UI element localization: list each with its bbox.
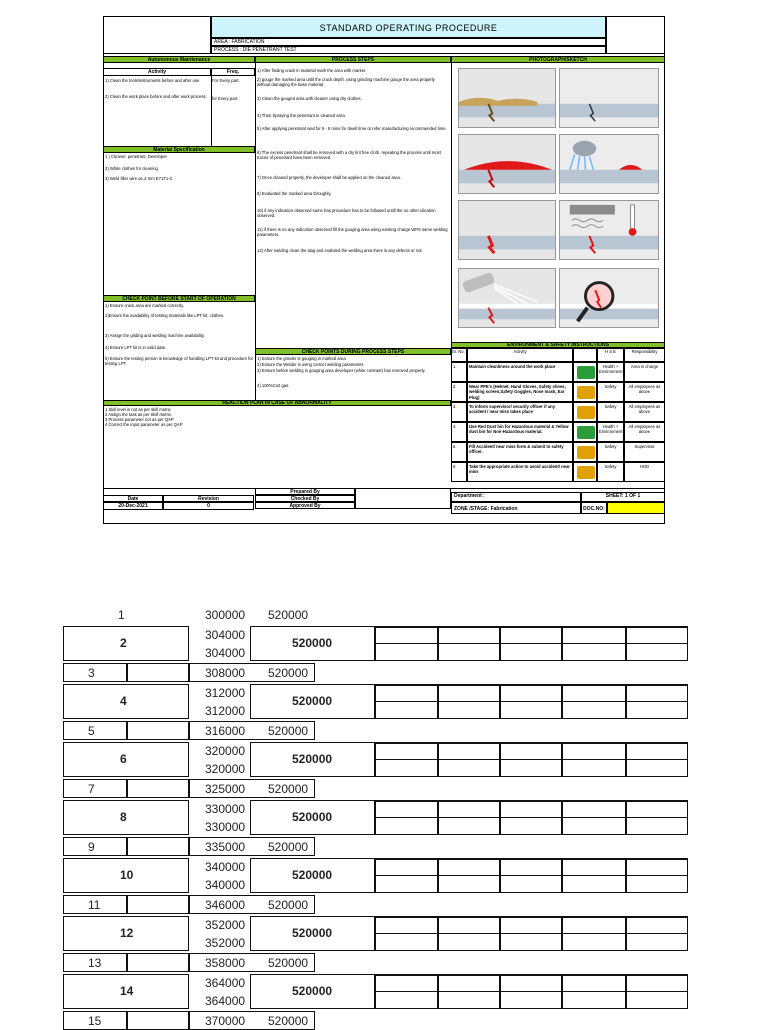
checkpoint-before-5: 5) Ensure the testing person is knowledge of handling LPT kit and procedure for testing LPT	[105, 356, 253, 367]
sheet-value-b: 520000	[268, 666, 309, 680]
revision-value: 0	[163, 502, 254, 510]
sheet-value-a1: 304000	[205, 628, 246, 642]
sheet-value-a2: 312000	[205, 704, 246, 718]
process-step-7: 7) Once cleaned properly, the developer shall be applied on the cleaned area.	[257, 175, 402, 180]
sheet-value-b: 520000	[292, 868, 333, 882]
sheet-grid-cell	[438, 916, 500, 934]
sheet-value-b: 520000	[292, 752, 333, 766]
sheet-grid-cell	[562, 858, 626, 876]
env-row-no: 5.	[451, 442, 467, 462]
sheet-grid-line	[376, 626, 688, 628]
sheet-value-b: 520000	[268, 782, 309, 796]
sheet-grid-cell	[438, 858, 500, 876]
material-spec-header: Material Specification	[103, 146, 255, 153]
photo-inspection-magnifier	[559, 268, 659, 328]
sheet-grid-cell	[438, 933, 500, 951]
zone-stage-label: ZONE /STAGE: Fabrication	[451, 502, 581, 514]
process-steps-header: PROCESS STEPS	[255, 56, 451, 63]
spreadsheet	[0, 600, 768, 1028]
sheet-value-a: 300000	[205, 608, 246, 622]
sheet-grid-line	[376, 858, 688, 860]
sheet-grid-cell	[562, 626, 626, 644]
sheet-grid-cell	[626, 991, 688, 1009]
process-step-1: 1) After finding crack in material mark the area with marker.	[257, 68, 367, 73]
env-row-activity: To inform supervisor/ security officer if any accident / near miss takes place	[467, 402, 573, 422]
reaction-item-1: 1 Skill level is not as per skill metrix	[105, 407, 171, 412]
process-step-10: 10) if any indication observed same has procedure has to be followed untill the no other idication observed.	[257, 208, 436, 219]
sheet-grid-cell	[626, 626, 688, 644]
checkpoint-during-2: 2) Ensure the Welder is using correct welding parameters	[257, 362, 364, 367]
env-row-responsibility: Area in charge	[624, 362, 665, 382]
sheet-row-number: 7	[88, 782, 95, 796]
doc-no-value[interactable]	[607, 502, 665, 514]
sheet-value-a: 335000	[205, 840, 246, 854]
sheet-value-b: 520000	[268, 898, 309, 912]
autonomous-activity-1: 1) Clean the tools/instruments before and after use	[105, 78, 200, 83]
env-row-responsibility: All employees as above	[624, 382, 665, 402]
freq-divider	[211, 68, 212, 146]
sheet-grid-cell	[438, 626, 500, 644]
env-row-safety-icons	[573, 442, 597, 462]
process-label: PROCESS : DIE PENETRANT TEST	[211, 46, 606, 54]
sheet-row-number: 8	[120, 810, 127, 824]
sheet-value-a1: 312000	[205, 686, 246, 700]
env-row-hse: Safety	[597, 462, 624, 482]
sheet-value-b: 520000	[292, 636, 333, 650]
sheet-value-a2: 352000	[205, 936, 246, 950]
signature-box	[355, 488, 451, 509]
sheet-grid-cell	[374, 933, 438, 951]
sheet-value-a: 346000	[205, 898, 246, 912]
sheet-grid-cell	[500, 858, 562, 876]
autonomous-freq-1: For Every part.	[212, 78, 240, 83]
sheet-grid-cell	[438, 875, 500, 893]
sheet-grid-cell	[626, 875, 688, 893]
safety-sign-icon	[577, 366, 595, 379]
sheet-divider	[126, 663, 128, 682]
sheet-grid-cell	[500, 626, 562, 644]
process-step-2: 2) gouge the marked area until the crack depth. using grinding machine gouge the area properly without damaging the base material	[257, 77, 435, 88]
material-item-3: 3) Weld filler wire ø1.2 mm E71T1-C	[105, 176, 173, 181]
env-row-activity: Use Red Dust bin for Hazardous material & Yellow dust bin for Non-Hazardous material.	[467, 422, 573, 442]
sheet-row-number: 6	[120, 752, 127, 766]
sheet-grid-cell	[438, 817, 500, 835]
sheet-grid-line	[376, 800, 688, 802]
sheet-grid-cell	[438, 800, 500, 818]
reaction-item-4: 4 Correct the input parameter as per QAP	[105, 422, 183, 427]
sheet-grid-cell	[562, 701, 626, 719]
env-row-safety-icons	[573, 402, 597, 422]
process-step-5: 5) After applying penetrant wait for 5 - 8 mins for dwell time or refer manufacturing recommended time.	[257, 126, 447, 131]
sheet-grid-line	[376, 742, 688, 744]
env-row-responsibility: All employees as above	[624, 402, 665, 422]
sheet-grid-cell	[626, 742, 688, 760]
sheet-value-b: 520000	[292, 926, 333, 940]
sheet-divider	[126, 779, 128, 798]
prepared-by: Prepared By	[255, 488, 355, 495]
sheet-row-number: 1	[118, 608, 125, 622]
checkpoint-before-3: 3) Assign the griding and welding machine availability.	[105, 333, 205, 338]
photo-spray-cleaning	[559, 134, 659, 194]
sheet-grid-cell	[562, 991, 626, 1009]
sheet-value-a1: 340000	[205, 860, 246, 874]
sheet-grid-cell	[500, 684, 562, 702]
sheet-value-b: 520000	[292, 810, 333, 824]
sheet-value-a: 370000	[205, 1014, 246, 1028]
sheet-value-a: 308000	[205, 666, 246, 680]
process-step-4: 4) Then Spraying the penetrant in cleaned area.	[257, 113, 346, 118]
sheet-row-number: 2	[120, 636, 127, 650]
env-col-srno: Sr. No.	[451, 348, 467, 362]
logo-area	[103, 16, 211, 54]
sheet-value-a1: 352000	[205, 918, 246, 932]
env-row-no: 2.	[451, 382, 467, 402]
sheet-grid-cell	[626, 858, 688, 876]
sheet-grid-cell	[438, 991, 500, 1009]
sheet-value-a2: 304000	[205, 646, 246, 660]
env-row-no: 6.	[451, 462, 467, 482]
env-row-activity: Wear PPE's (Helmet, Hand Gloves, Safety shoes, welding screen,Safety Goggles, Nose mask, Ear Plug)	[467, 382, 573, 402]
sheet-row-number: 4	[120, 694, 127, 708]
sheet-grid-cell	[438, 684, 500, 702]
sheet-value-a1: 364000	[205, 976, 246, 990]
area-label: AREA : FABRICATION	[211, 38, 606, 46]
sop-title: STANDARD OPERATING PROCEDURE	[211, 16, 606, 38]
sheet-value-b: 520000	[292, 694, 333, 708]
checkpoint-before-4: 4) Ensure LPT kit is in valid date.	[105, 345, 167, 350]
sheet-divider	[126, 721, 128, 740]
env-row-safety-icons	[573, 362, 597, 382]
activity-header: Activity	[103, 68, 211, 76]
checkpoint-before-2: 2)Ensure the availability of testing materials like LPT kit, clothes.	[105, 313, 225, 318]
sheet-grid-cell	[438, 974, 500, 992]
checkpoint-before-1: 1) Ensure crack area are marked correctly.	[105, 303, 185, 308]
sheet-grid-cell	[626, 800, 688, 818]
sheet-value-a: 325000	[205, 782, 246, 796]
env-safety-header: ENVIRONMENT & SAFETY INSTRUCTIONS	[451, 342, 665, 348]
sheet-grid-cell	[500, 701, 562, 719]
process-step-11: 11) if there is no any indication observed fill the gouging area using existing charge WPS same welding parameters.	[257, 227, 448, 238]
sheet-grid-cell	[562, 974, 626, 992]
sheet-row-number: 9	[88, 840, 95, 854]
env-row-responsibility: All employees as above	[624, 422, 665, 442]
sheet-grid-cell	[374, 701, 438, 719]
sheet-grid-cell	[374, 991, 438, 1009]
sheet-grid-cell	[562, 875, 626, 893]
material-item-2: 2) White clothes for cleaning	[105, 166, 158, 171]
sheet-grid-cell	[626, 684, 688, 702]
env-col-activity: Activity	[467, 348, 573, 362]
env-row-no: 4.	[451, 422, 467, 442]
material-item-1: 1 ) Cleaner, penetrant, Developer	[105, 154, 167, 159]
sheet-grid-cell	[500, 974, 562, 992]
sheet-grid-cell	[562, 643, 626, 661]
sheet-row-number: 15	[88, 1014, 102, 1028]
sheet-grid-cell	[562, 800, 626, 818]
sheet-grid-cell	[626, 759, 688, 777]
sheet-divider	[126, 837, 128, 856]
sheet-value-b: 520000	[268, 724, 309, 738]
checkpoint-during-4: 4) 100%Co2 gas.	[257, 383, 290, 388]
env-row-activity: Maintain cleanliness around the work place	[467, 362, 573, 382]
env-row-hse: Health + Environment	[597, 422, 624, 442]
checkpoint-during-header: CHECK POINTS DURING PROCESS STEPS	[255, 348, 451, 355]
photo-dwell-heat	[559, 200, 659, 260]
sheet-value-a1: 320000	[205, 744, 246, 758]
env-row-no: 1.	[451, 362, 467, 382]
sheet-divider	[126, 1011, 128, 1030]
sheet-divider	[126, 895, 128, 914]
top-right-box	[606, 16, 665, 54]
reaction-item-3: 3 Process parameter not as per QAP	[105, 417, 174, 422]
sheet-grid-cell	[626, 933, 688, 951]
autonomous-freq-2: for Every part.	[212, 96, 239, 101]
sheet-grid-cell	[626, 701, 688, 719]
sheet-grid-line	[376, 916, 688, 918]
env-col-resp: Responsibility	[624, 348, 665, 362]
sheet-row-number: 3	[88, 666, 95, 680]
sheet-value-b: 520000	[268, 608, 309, 622]
sheet-grid-cell	[500, 991, 562, 1009]
env-row-safety-icons	[573, 422, 597, 442]
sheet-row-number: 5	[88, 724, 95, 738]
doc-no-label: DOC.NO:	[581, 502, 607, 514]
sheet-label: SHEET: 1 OF 1	[581, 492, 665, 502]
date-value: 20-Dec-2021	[103, 502, 163, 510]
sheet-grid-cell	[374, 643, 438, 661]
safety-sign-icon	[577, 406, 595, 419]
env-rows	[451, 362, 665, 482]
sheet-grid-cell	[562, 916, 626, 934]
sheet-grid-cell	[374, 875, 438, 893]
sheet-grid-cell	[438, 701, 500, 719]
sheet-row-number: 12	[120, 926, 134, 940]
sheet-grid-cell	[500, 759, 562, 777]
reaction-item-2: 2 Assign the task as per Skill metrix.	[105, 412, 173, 417]
sheet-value-a2: 340000	[205, 878, 246, 892]
checkpoint-during-3: 3) Ensure before welding in gouging area developer (white contrast) has removed properly.	[257, 368, 426, 373]
env-row-responsibility: HOD	[624, 462, 665, 482]
sheet-grid-cell	[500, 742, 562, 760]
revision-label: Revision	[163, 495, 254, 502]
sheet-grid-cell	[626, 817, 688, 835]
sheet-value-b: 520000	[268, 1014, 309, 1028]
sheet-grid-cell	[562, 684, 626, 702]
sheet-divider	[126, 953, 128, 972]
env-row-safety-icons	[573, 462, 597, 482]
sheet-grid-cell	[438, 759, 500, 777]
env-row-responsibility: Supervisor	[624, 442, 665, 462]
sheet-grid-cell	[562, 817, 626, 835]
env-row-activity: Take the appropriate action to avoid accident/ near miss	[467, 462, 573, 482]
sheet-value-a2: 364000	[205, 994, 246, 1008]
env-row-hse: Safety	[597, 382, 624, 402]
env-row-safety-icons	[573, 382, 597, 402]
sheet-value-b: 520000	[292, 984, 333, 998]
env-col-hse: H S E	[597, 348, 624, 362]
date-label: Date	[103, 495, 163, 502]
sheet-grid-line	[376, 684, 688, 686]
sheet-value-a1: 330000	[205, 802, 246, 816]
sheet-grid-cell	[374, 916, 438, 934]
sheet-grid-cell	[626, 974, 688, 992]
env-row-hse: Safety	[597, 402, 624, 422]
safety-sign-icon	[577, 426, 595, 439]
sheet-grid-cell	[438, 643, 500, 661]
sheet-value-b: 520000	[268, 840, 309, 854]
process-step-8: 8) Evaluated the marked area throughly.	[257, 191, 332, 196]
sheet-grid-cell	[438, 742, 500, 760]
autonomous-maintenance-header: Autonomous Maintenance	[103, 56, 255, 63]
sheet-grid-cell	[374, 742, 438, 760]
checked-by: Checked By	[255, 495, 355, 502]
freq-header: Freq.	[211, 68, 255, 76]
sheet-row-number: 11	[88, 898, 101, 912]
sheet-grid-cell	[500, 817, 562, 835]
photo-gouged	[559, 68, 659, 128]
safety-sign-icon	[577, 386, 595, 399]
sheet-value-a: 316000	[205, 724, 246, 738]
sheet-value-a: 358000	[205, 956, 246, 970]
sheet-grid-cell	[374, 626, 438, 644]
photo-penetrant-applied	[458, 134, 556, 194]
sheet-grid-cell	[626, 916, 688, 934]
sheet-value-a2: 330000	[205, 820, 246, 834]
photo-developer-spray	[458, 268, 556, 328]
sheet-grid-cell	[500, 643, 562, 661]
sheet-grid-cell	[500, 800, 562, 818]
approved-by: Approved By	[255, 502, 355, 509]
sheet-value-a2: 320000	[205, 762, 246, 776]
sheet-grid-cell	[562, 759, 626, 777]
env-row-hse: Safety	[597, 442, 624, 462]
env-row-hse: Health + Environment	[597, 362, 624, 382]
sheet-row-number: 10	[120, 868, 134, 882]
checkpoint-during-1: 1) Ensure the grinder is gouging in marked area	[257, 356, 346, 361]
env-row-no: 3.	[451, 402, 467, 422]
safety-sign-icon	[577, 446, 595, 459]
safety-sign-icon	[577, 466, 595, 479]
sop-document	[103, 16, 665, 524]
autonomous-activity-2: 2) Clean the work place before and after work process.	[105, 94, 207, 99]
sheet-row-number: 13	[88, 956, 102, 970]
sheet-value-b: 520000	[268, 956, 309, 970]
sheet-grid-cell	[562, 933, 626, 951]
department-label: Department :	[451, 492, 581, 502]
sheet-grid-cell	[374, 759, 438, 777]
photo-crack-marked	[458, 68, 556, 128]
sheet-grid-cell	[374, 817, 438, 835]
sheet-grid-cell	[562, 742, 626, 760]
sheet-grid-cell	[500, 933, 562, 951]
checkpoint-before-header: CHECK POINT BEFORE START OF OPERATION	[103, 295, 255, 302]
process-step-3: 3) Clean the gouged area with cleaner using dry clothes.	[257, 96, 362, 101]
sheet-grid-cell	[374, 858, 438, 876]
sheet-row-number: 14	[120, 984, 134, 998]
env-row-activity: Fill Accident/ near miss form & submit to safety officer.	[467, 442, 573, 462]
sheet-grid-line	[376, 974, 688, 976]
sheet-grid-cell	[500, 916, 562, 934]
process-step-12: 12) After welding clean the slag and evaluted the welding area there is any defects or not.	[257, 248, 423, 253]
env-col-icons	[573, 348, 597, 362]
process-step-6: 6) The excess penetrant shall be removed with a dry lint free cloth, repeating the process until most traces of penetrant have been removed.	[257, 150, 441, 161]
photograph-sketch-header: PHOTOGRAPH/SKETCH	[451, 56, 665, 63]
sheet-grid-cell	[374, 684, 438, 702]
photo-crack-indication	[458, 200, 556, 260]
sheet-grid-cell	[626, 643, 688, 661]
sheet-grid-cell	[374, 974, 438, 992]
sheet-grid-cell	[500, 875, 562, 893]
sheet-grid-cell	[374, 800, 438, 818]
reaction-plan-header: REACTION PLAN IN CASE OF ABNORMALITY	[103, 400, 451, 406]
